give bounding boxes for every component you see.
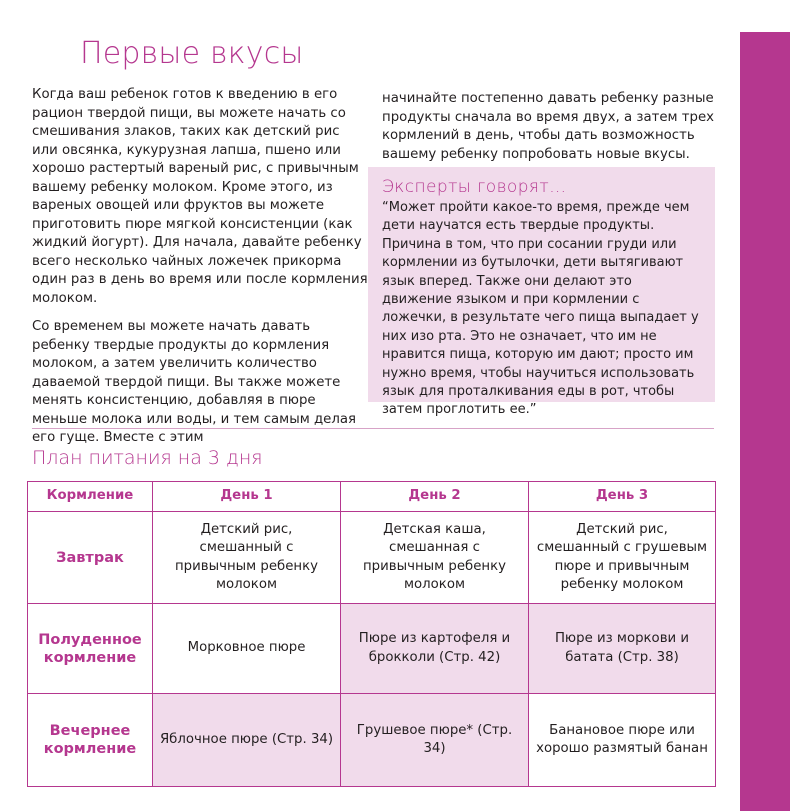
cell-midday-day-1: Морковное пюре xyxy=(153,604,341,694)
cell-breakfast-day-3: Детский рис, смешанный с грушевым пюре и привычным ребенку молоком xyxy=(529,512,716,604)
header-day-1: День 1 xyxy=(153,482,341,512)
table-row-evening xyxy=(28,694,716,787)
row-label-midday: Полуденное кормление xyxy=(28,604,153,694)
row-label-evening: Вечернее кормление xyxy=(28,694,153,787)
header-day-3: День 3 xyxy=(529,482,716,512)
section-divider xyxy=(32,428,714,429)
cell-midday-day-3: Пюре из моркови и батата (Стр. 38) xyxy=(529,604,716,694)
table-row-midday xyxy=(28,604,716,694)
side-accent-bar xyxy=(740,32,790,811)
cell-evening-day-2: Грушевое пюре* (Стр. 34) xyxy=(341,694,529,787)
intro-paragraph-3: начинайте постепенно давать ребенку разные продукты сначала во время двух, а затем трех кормлений в день, чтобы дать возможность вашему ребенку попробовать новые вкусы. xyxy=(382,91,715,162)
row-label-breakfast: Завтрак xyxy=(28,512,153,604)
header-feeding: Кормление xyxy=(28,482,153,512)
expert-quote-box xyxy=(368,167,715,418)
intro-paragraph-2: Со временем вы можете начать давать ребенку твердые продукты до кормления молоком, а затем увеличить количество даваемой твердой пищи. Вы также можете менять консистенцию, добавляя в пюре меньше молока или воды, и тем самым делая его гуще. Вместе с этим xyxy=(32,319,356,445)
meal-plan-table xyxy=(27,481,716,787)
table-row-breakfast xyxy=(28,512,716,604)
cell-breakfast-day-1: Детский рис, смешанный с привычным ребенку молоком xyxy=(153,512,341,604)
expert-quote-text: “Может пройти какое-то время, прежде чем дети научатся есть твердые продукты. Причина в том, что при сосании груди или кормлении из бутылочки, дети вытягивают язык вперед. Также они делают это движение языком и при кормлении с ложечки, в результате чего пища выпадает у них изо рта. Это не означает, что им не нравится пища, которую им дают; просто им нужно время, чтобы научиться использовать язык для проталкивания еды в рот, чтобы затем проглотить ее.” xyxy=(382,200,699,418)
table-header-row xyxy=(28,482,716,512)
cell-evening-day-1: Яблочное пюре (Стр. 34) xyxy=(153,694,341,787)
plan-title: План питания на 3 дня xyxy=(32,447,263,469)
cell-midday-day-2: Пюре из картофеля и брокколи (Стр. 42) xyxy=(341,604,529,694)
intro-paragraph-1: Когда ваш ребенок готов к введению в его рацион твердой пищи, вы можете начать со смешивания злаков, таких как детский рис или овсянка, кукурузная лапша, пшено или хорошо растертый вареный рис, с привычным вашему ребенку молоком. Кроме этого, из вареных овощей или фруктов вы можете приготовить пюре мягкой консистенции (как жидкий йогурт). Для начала, давайте ребенку всего несколько чайных ложечек прикорма один раз в день во время или после кормления молоком. xyxy=(32,87,368,306)
intro-column-left xyxy=(32,86,368,458)
intro-column-right xyxy=(382,90,722,164)
cell-evening-day-3: Банановое пюре или хорошо размятый банан xyxy=(529,694,716,787)
header-day-2: День 2 xyxy=(341,482,529,512)
page-title: Первые вкусы xyxy=(80,36,304,71)
cell-breakfast-day-2: Детская каша, смешанная с привычным ребенку молоком xyxy=(341,512,529,604)
expert-heading: Эксперты говорят… xyxy=(382,177,567,197)
